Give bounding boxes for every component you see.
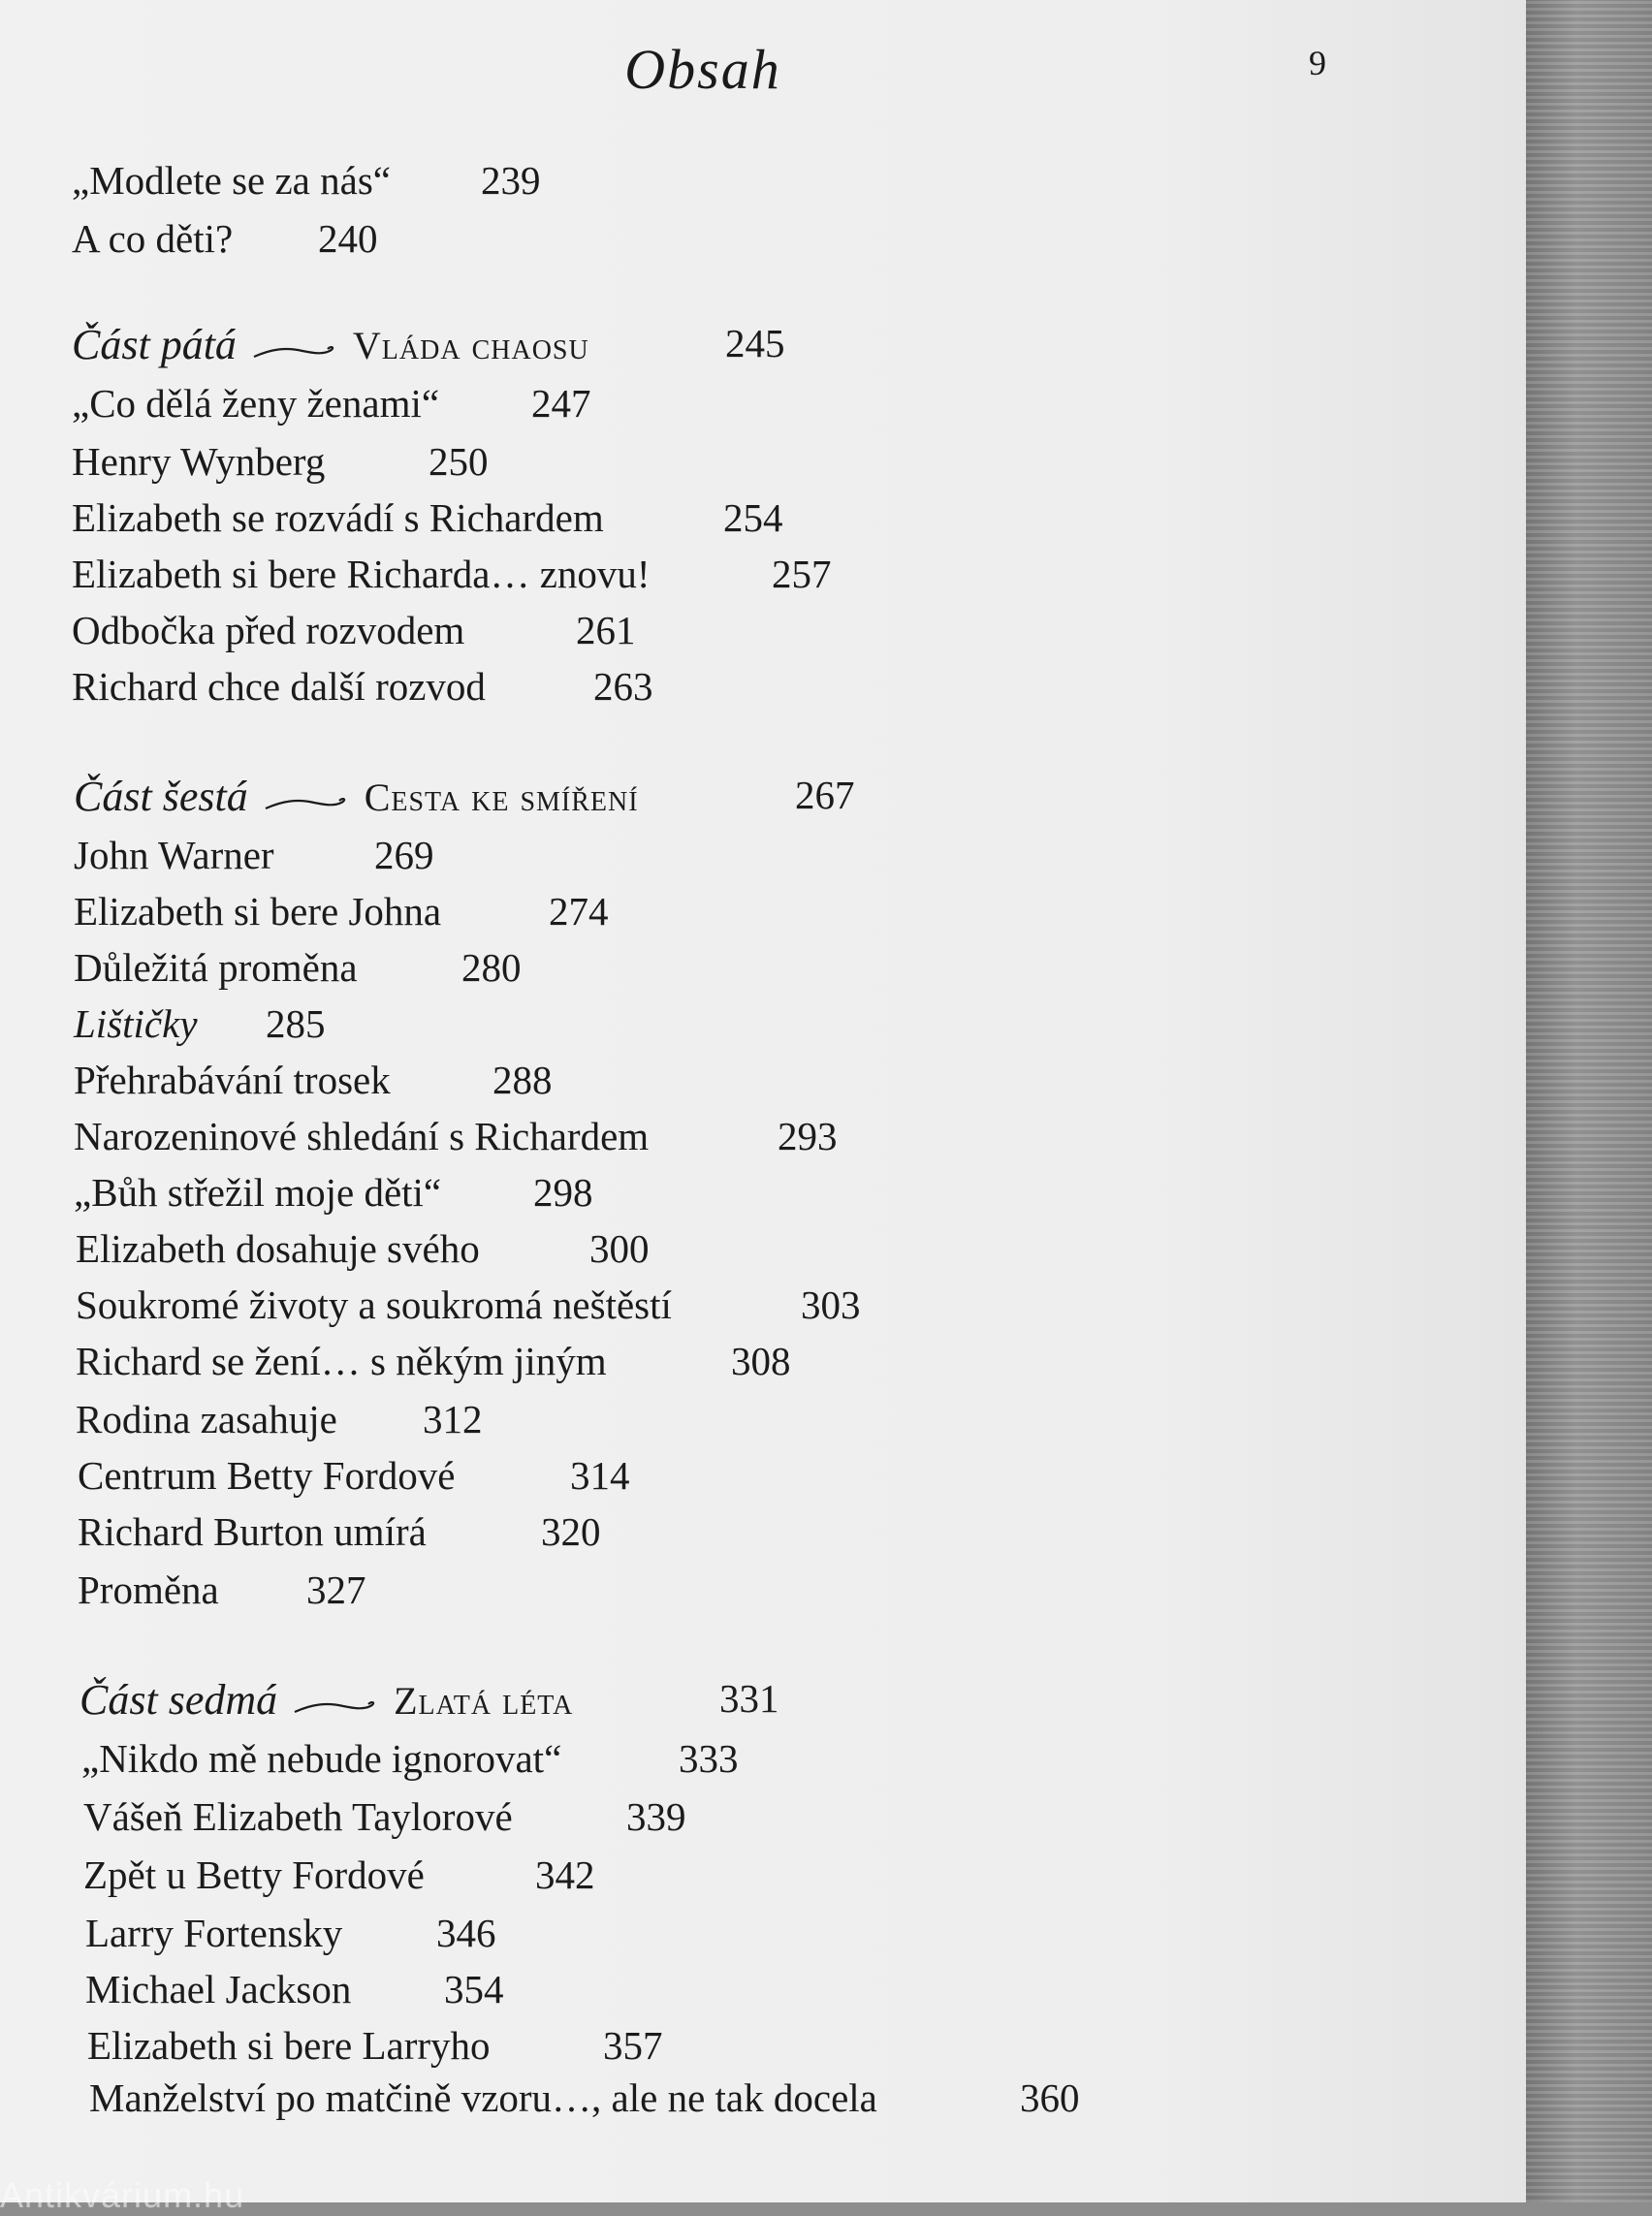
entry-title: John Warner [74,833,274,877]
entry-title: Richard se žení… s někým jiným [76,1339,607,1383]
entry-title: Manželství po matčině vzoru…, ale ne tak docela [89,2075,877,2120]
part-title: Vláda chaosu [352,324,589,367]
entry-page: 239 [481,158,541,203]
toc-entry [72,664,653,709]
entry-title: „Modlete se za nás“ [72,158,391,203]
entry-page: 342 [535,1852,595,1897]
toc-entry [85,1967,504,2011]
entry-title: Narozeninové shledání s Richardem [74,1114,650,1158]
entry-page: 339 [626,1794,686,1839]
entry-page: 269 [374,833,434,877]
entry-title: Rodina zasahuje [76,1397,337,1441]
toc-entry [74,945,522,990]
toc-entry [76,1282,861,1327]
toc-entry [89,2075,1080,2120]
entry-title: Lištičky [74,1001,198,1046]
toc-entry [74,1001,326,1046]
entry-page: 293 [778,1114,838,1158]
toc-entry [76,1339,791,1383]
entry-title: Michael Jackson [85,1967,352,2011]
entry-title: Elizabeth si bere Larryho [87,2023,491,2068]
entry-page: 274 [549,889,609,934]
toc-entry [72,608,636,652]
entry-page: 354 [444,1967,504,2011]
entry-page: 250 [429,439,489,484]
toc-entry [81,1736,739,1781]
page-edge-background [1526,0,1652,2202]
entry-title: „Nikdo mě nebude ignorovat“ [81,1736,562,1781]
part-label: Část šestá [74,773,248,820]
entry-page: 308 [731,1339,791,1383]
part-label: Část sedmá [79,1676,278,1724]
entry-page: 312 [423,1397,483,1441]
entry-page: 331 [719,1676,779,1721]
toc-entry [74,889,609,934]
toc-entry [87,2023,663,2068]
entry-page: 360 [1020,2075,1080,2120]
entry-title: Důležitá proměna [74,945,358,990]
toc-entry [72,495,783,540]
entry-page: 267 [795,773,855,817]
entry-title: Zpět u Betty Fordové [83,1852,425,1897]
page-number: 9 [1309,44,1326,82]
toc-entry [74,833,434,877]
toc-entry [85,1911,496,1955]
entry-title: Henry Wynberg [72,439,326,484]
entry-title: Elizabeth si bere Johna [74,889,442,934]
entry-title: Elizabeth se rozvádí s Richardem [72,495,604,540]
toc-entry [78,1453,630,1498]
toc-entry [76,1226,650,1271]
toc-entry [76,1397,483,1441]
part-label: Část pátá [72,321,237,368]
entry-page: 280 [461,945,522,990]
toc-entry [74,1170,593,1215]
part-heading [74,773,855,821]
entry-page: 263 [593,664,653,709]
toc-entry [74,1058,553,1102]
entry-title: Soukromé životy a soukromá neštěstí [76,1282,672,1327]
entry-page: 300 [589,1226,650,1271]
entry-title: Odbočka před rozvodem [72,608,465,652]
flourish-icon [252,330,339,369]
toc-entry [83,1794,686,1839]
entry-title: Richard Burton umírá [78,1509,427,1554]
entry-title: Richard chce další rozvod [72,664,486,709]
toc-entry [78,1567,366,1612]
entry-page: 261 [576,608,636,652]
toc-entry [78,1509,601,1554]
entry-title: Elizabeth si bere Richarda… znovu! [72,552,651,596]
toc-entry [72,216,378,261]
entry-title: „Bůh střežil moje děti“ [74,1170,442,1215]
toc-entry [72,381,591,426]
entry-page: 320 [541,1509,601,1554]
entry-title: „Co dělá ženy ženami“ [72,381,440,426]
part-title: Zlatá léta [394,1679,574,1723]
entry-page: 314 [570,1453,630,1498]
entry-title: Larry Fortensky [85,1911,343,1955]
entry-page: 333 [679,1736,739,1781]
entry-title: Přehrabávání trosek [74,1058,391,1102]
entry-page: 327 [306,1567,366,1612]
flourish-icon [264,781,351,821]
entry-title: Vášeň Elizabeth Taylorové [83,1794,513,1839]
entry-page: 257 [772,552,832,596]
entry-page: 346 [436,1911,496,1955]
entry-page: 303 [801,1282,861,1327]
entry-title: Elizabeth dosahuje svého [76,1226,480,1271]
toc-entry [72,158,541,203]
toc-entry [74,1114,838,1158]
watermark: Antikvárium.hu [0,2175,245,2215]
toc-entry [83,1852,595,1897]
entry-page: 285 [266,1001,326,1046]
entry-title: A co děti? [72,216,234,261]
entry-page: 357 [603,2023,663,2068]
entry-page: 240 [318,216,378,261]
entry-page: 245 [725,321,785,365]
page-title: Obsah [624,38,781,101]
toc-entry [72,552,832,596]
flourish-icon [293,1685,380,1725]
entry-page: 254 [723,495,783,540]
entry-page: 288 [492,1058,553,1102]
entry-title: Centrum Betty Fordové [78,1453,456,1498]
part-title: Cesta ke smíření [364,776,639,819]
part-heading [72,321,785,369]
part-heading [79,1676,779,1725]
entry-page: 247 [531,381,591,426]
toc-entry [72,439,489,484]
entry-page: 298 [533,1170,593,1215]
entry-title: Proměna [78,1567,219,1612]
